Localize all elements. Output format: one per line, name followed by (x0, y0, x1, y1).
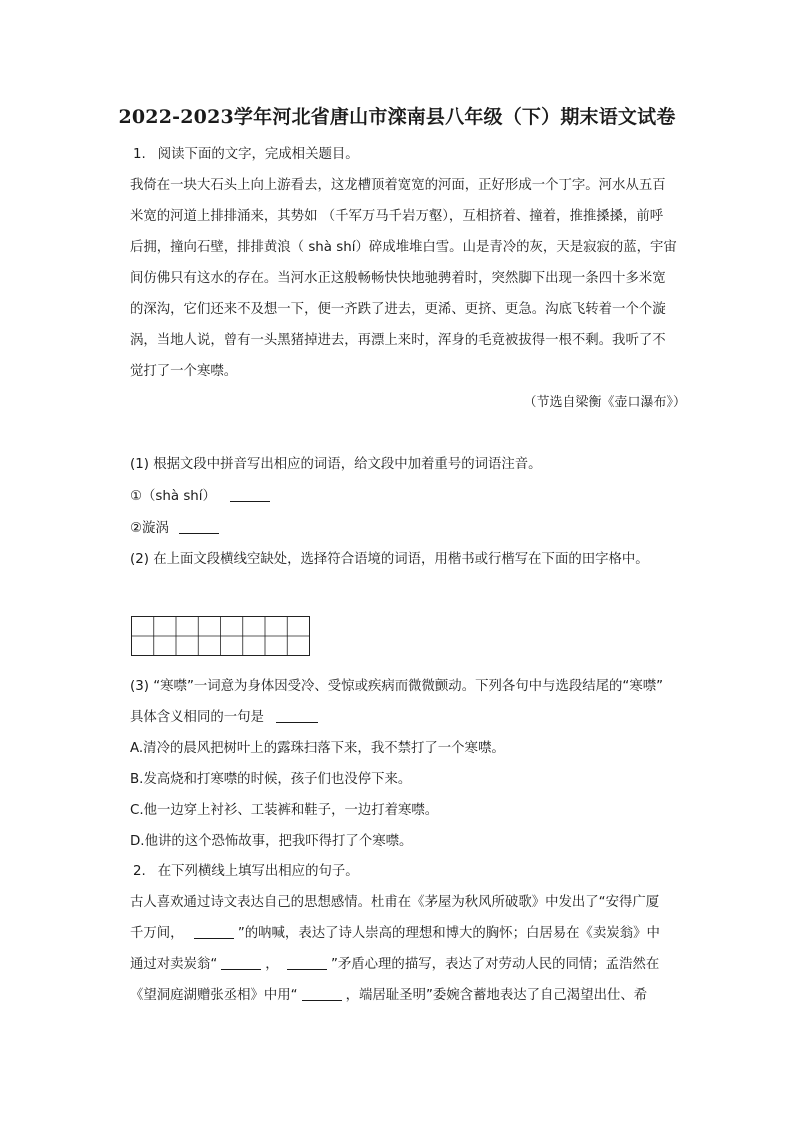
passage-line-6: 涡，当地人说，曾有一头黑猪掉进去，再漂上来时，浑身的毛竟被拔得一根不剩。我听了不 (130, 333, 666, 348)
question-2-heading (133, 862, 359, 882)
option-d[interactable]: D.他讲的这个恐怖故事，把我吓得打了个寒噤。 (130, 834, 413, 849)
item-1-label: ①（shà shí） (130, 489, 216, 504)
line-2-text-b: ”的呐喊，表达了诗人崇高的理想和博大的胸怀；白居易在《卖炭翁》中 (237, 926, 660, 941)
line-3-text-c: ”矛盾心理的描写，表达了对劳动人民的同情；孟浩然在 (330, 957, 660, 972)
subquestion-2-prompt: (2) 在上面文段横线空缺处，选择符合语境的词语，用楷书或行楷写在下面的田字格中。 (130, 552, 649, 567)
question-1-number: 1. (133, 147, 146, 162)
question-2-line-1: 古人喜欢通过诗文表达自己的思想感情。杜甫在《茅屋为秋风所破歌》中发出了“安得广厦 (130, 895, 660, 910)
option-b[interactable]: B.发高烧和打寒噤的时候，孩子们也没停下来。 (130, 772, 412, 787)
passage-line-5: 的深沟，它们还来不及想一下，便一齐跌了进去，更浠、更挤、更急。沟底飞转着一个个漩 (130, 302, 666, 317)
question-2-line-3 (130, 955, 659, 975)
line-3-text-a: 通过对卖炭翁“ (130, 957, 218, 972)
subquestion-3-prompt-line-2 (130, 708, 318, 728)
answer-blank-3[interactable] (276, 708, 318, 723)
question-2-number: 2. (133, 864, 146, 879)
line-4-text-b: ，端居耻圣明”委婉含蓄地表达了自己渴望出仕、希 (345, 988, 648, 1003)
line-3-text-b: ， (265, 957, 279, 972)
subquestion-3-prompt-text: 具体含义相同的一句是 (130, 710, 264, 725)
tianzige-writing-grid[interactable] (131, 616, 310, 656)
line-2-text-a: 千万间， (130, 926, 184, 941)
answer-blank-7[interactable] (302, 986, 342, 1001)
item-2-label: ②漩涡 (130, 521, 169, 536)
question-2-line-4 (130, 986, 647, 1006)
answer-blank-5[interactable] (221, 955, 261, 970)
passage-line-3: 后拥，撞向石壁，排排黄浪（ shà shí）碎成堆堆白雪。山是青冷的灰，天是寂寂的蓝，宇宙 (130, 240, 677, 255)
exam-title: 2022-2023学年河北省唐山市滦南县八年级（下）期末语文试卷 (118, 106, 676, 128)
subquestion-1-prompt: (1) 根据文段中拼音写出相应的词语，给文段中加着重号的词语注音。 (130, 457, 542, 472)
line-4-text-a: 《望洞庭湖赠张丞相》中用“ (130, 988, 298, 1003)
answer-blank-4[interactable] (194, 924, 234, 939)
subquestion-1-item-2 (130, 519, 219, 539)
passage-source: （节选自梁衡《壶口瀑布》） (523, 395, 686, 410)
answer-blank-6[interactable] (287, 955, 327, 970)
option-a[interactable]: A.清冷的晨风把树叶上的露珠扫落下来，我不禁打了一个寒噤。 (130, 741, 505, 756)
option-c[interactable]: C.他一边穿上衬衫、工装裤和鞋子，一边打着寒噤。 (130, 803, 439, 818)
passage-line-1: 我倚在一块大石头上向上游看去，这龙槽顶着宽宽的河面，正好形成一个丁字。河水从五百 (130, 178, 666, 193)
passage-line-4: 间仿佛只有这水的存在。当河水正这般畅畅快快地驰骋着时，突然脚下出现一条四十多米宽 (130, 271, 666, 286)
subquestion-1-item-1 (130, 487, 270, 507)
answer-blank-1[interactable] (230, 487, 270, 502)
passage-line-7: 觉打了一个寒噤。 (130, 364, 238, 379)
question-2-prompt: 在下列横线上填写出相应的句子。 (157, 864, 359, 879)
question-1-heading (133, 145, 359, 165)
question-1-prompt: 阅读下面的文字，完成相关题目。 (157, 147, 359, 162)
question-2-line-2 (130, 924, 660, 944)
answer-blank-2[interactable] (179, 519, 219, 534)
subquestion-3-prompt-line-1: (3) “寒噤”一词意为身体因受冷、受惊或疾病而微微颤动。下列各句中与选段结尾的“寒噤” (130, 679, 664, 694)
passage-line-2: 米宽的河道上排排涌来，其势如 （千军万马千岩万壑），互相挤着、撞着，推推搡搡，前呼 (130, 209, 664, 224)
